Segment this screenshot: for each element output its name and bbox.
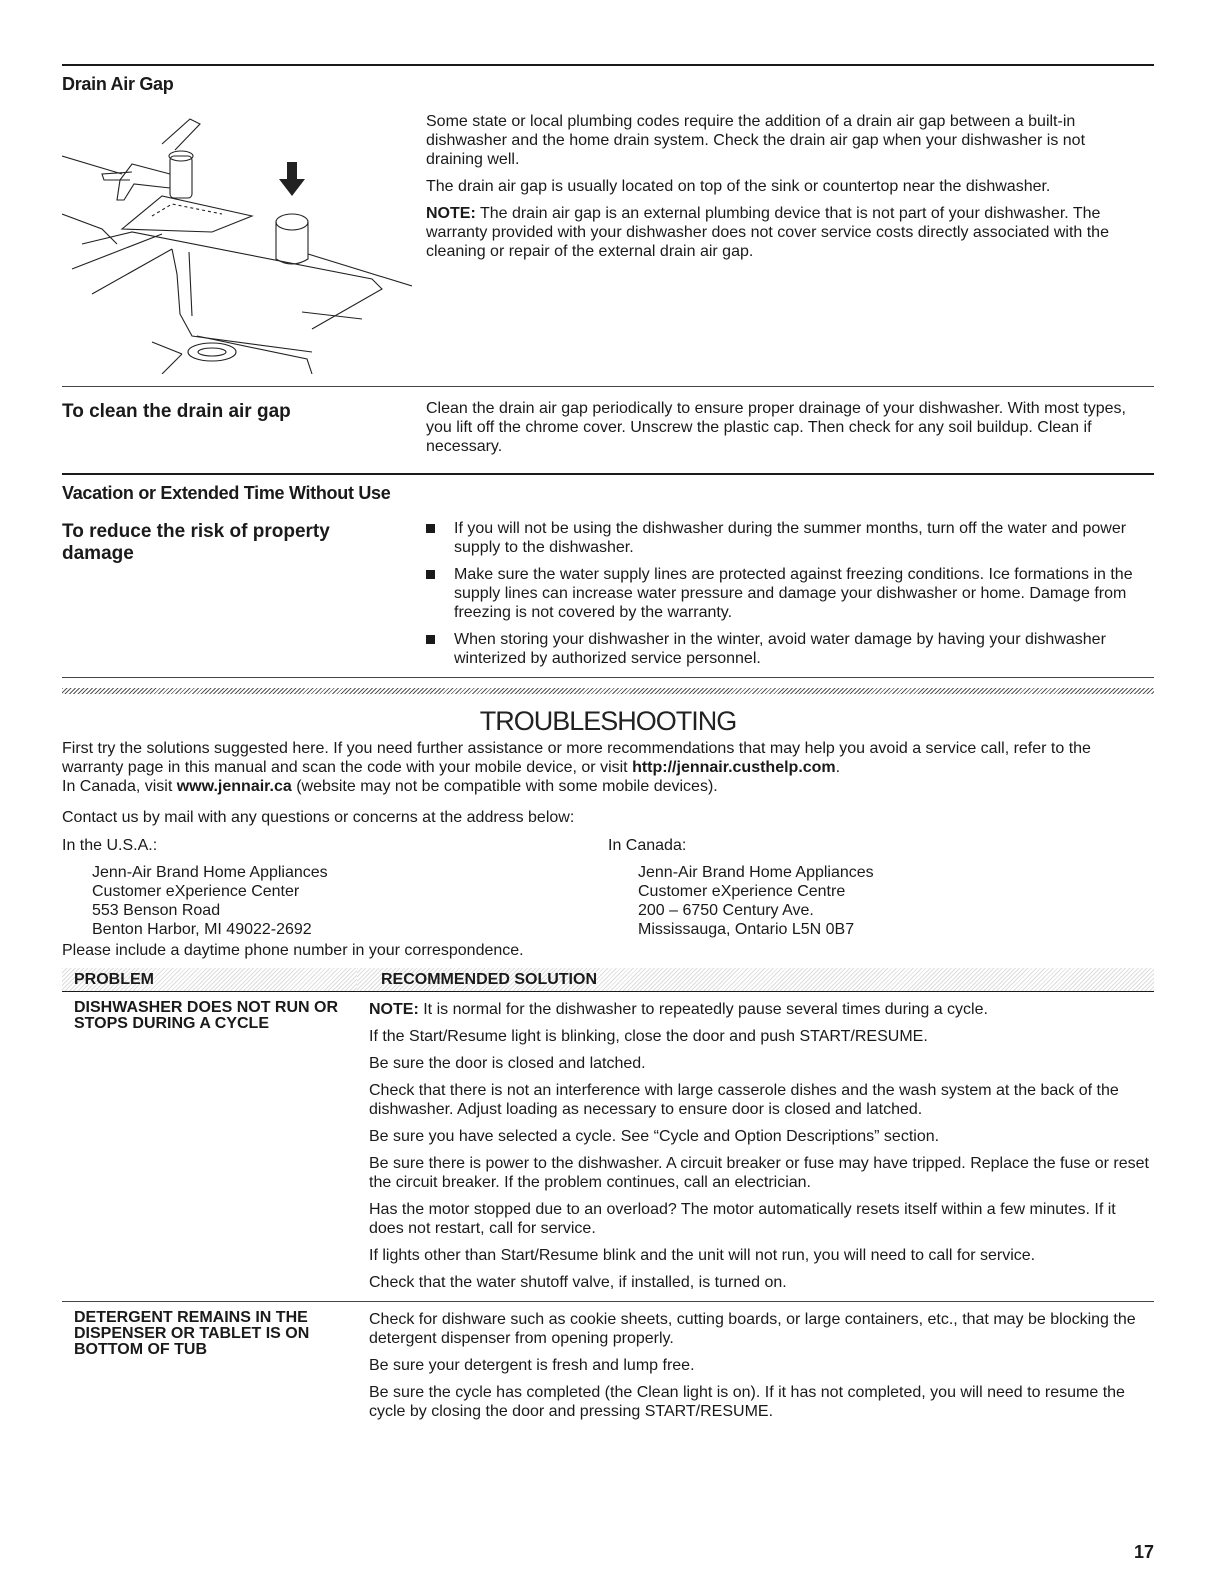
note-label: NOTE:	[426, 205, 476, 222]
page	[62, 64, 1154, 1430]
solution-cell	[357, 1302, 1154, 1431]
solution-item: Be sure the door is closed and latched.	[369, 1055, 646, 1072]
address-line: Customer eXperience Center	[92, 883, 300, 900]
vacation-rule	[62, 473, 1154, 475]
drain-air-gap-section	[62, 74, 1154, 386]
canada-address	[608, 837, 1154, 939]
solution-item: If lights other than Start/Resume blink and the unit will not run, you will need to call for service.	[369, 1247, 1036, 1264]
problem-cell: DISHWASHER DOES NOT RUN OR STOPS DURING A CYCLE	[74, 999, 339, 1032]
troubleshooting-title: TROUBLESHOOTING	[479, 706, 737, 736]
drain-note	[426, 204, 1146, 261]
vacation-bullet: If you will not be using the dishwasher during the summer months, turn off the water and power supply to the dishwasher.	[426, 519, 1146, 557]
header-solution: RECOMMENDED SOLUTION	[357, 968, 1154, 992]
solution-item: Be sure your detergent is fresh and lump free.	[369, 1357, 695, 1374]
address-line: 553 Benson Road	[92, 902, 221, 919]
note-text: It is normal for the dishwasher to repeatedly pause several times during a cycle.	[418, 1001, 988, 1018]
down-arrow-icon	[279, 162, 305, 196]
troubleshooting-table	[62, 968, 1154, 1430]
solution-cell	[357, 992, 1154, 1302]
canada-intro-suffix: (website may not be compatible with some mobile devices).	[291, 778, 718, 795]
drain-air-gap-title: Drain Air Gap	[62, 74, 174, 94]
vacation-list	[426, 519, 1146, 676]
clean-text: Clean the drain air gap periodically to ensure proper drainage of your dishwasher. With most types, you lift off the chrome cover. Unscrew the plastic cap. Then check for any soil buildup. Clean if necessary.	[426, 400, 1126, 455]
usa-address	[62, 837, 608, 939]
intro-text: First try the solutions suggested here. If you need further assistance or more recommendations that may help you avoid a service call, refer to the warranty page in this manual and scan the code with your mobile device, or visit	[62, 740, 1091, 776]
address-line: Jenn-Air Brand Home Appliances	[92, 864, 328, 881]
drain-paragraph-2: The drain air gap is usually located on top of the sink or countertop near the dishwasher.	[426, 178, 1051, 195]
clean-section	[62, 387, 1154, 473]
address-line: Jenn-Air Brand Home Appliances	[638, 864, 874, 881]
drain-air-gap-text	[426, 112, 1146, 269]
problem-cell: DETERGENT REMAINS IN THE DISPENSER OR TABLET IS ON BOTTOM OF TUB	[62, 1302, 357, 1431]
contact-text: Contact us by mail with any questions or concerns at the address below:	[62, 809, 575, 826]
solution-item: Has the motor stopped due to an overload? The motor automatically resets itself within a few minutes. If it does not restart, call for service.	[369, 1201, 1116, 1237]
vacation-bullet: Make sure the water supply lines are protected against freezing conditions. Ice formations in the supply lines can increase water pressure and damage your dishwasher or home. Damage from freezing is not covered by the warranty.	[426, 565, 1146, 622]
canada-label: In Canada:	[608, 837, 687, 854]
solution-item: Check that the water shutoff valve, if installed, is turned on.	[369, 1274, 787, 1291]
address-block	[62, 837, 1154, 939]
solution-item: Be sure there is power to the dishwasher. A circuit breaker or fuse may have tripped. Replace the fuse or reset the circuit breaker. If the problem continues, call an electrician.	[369, 1155, 1149, 1191]
troubleshooting-intro	[62, 739, 1154, 796]
drain-paragraph-1: Some state or local plumbing codes require the addition of a drain air gap between a built-in dishwasher and the home drain system. Check the drain air gap when your dishwasher is not draining well.	[426, 113, 1086, 168]
sink-air-gap-illustration	[62, 104, 412, 374]
custhelp-link[interactable]: http://jennair.custhelp.com	[632, 759, 836, 776]
phone-note: Please include a daytime phone number in your correspondence.	[62, 942, 524, 959]
solution-item: Be sure the cycle has completed (the Clean light is on). If it has not completed, you will need to resume the cycle by closing the door and pressing START/RESUME.	[369, 1384, 1125, 1420]
jennair-ca-link[interactable]: www.jennair.ca	[176, 778, 292, 795]
note-label: NOTE:	[369, 1001, 419, 1018]
section-divider	[62, 688, 1154, 694]
address-line: Customer eXperience Centre	[638, 883, 846, 900]
solution-item: Be sure you have selected a cycle. See “Cycle and Option Descriptions” section.	[369, 1128, 940, 1145]
solution-item: If the Start/Resume light is blinking, close the door and push START/RESUME.	[369, 1028, 928, 1045]
note-text: The drain air gap is an external plumbing device that is not part of your dishwasher. The warranty provided with your dishwasher does not cover service costs directly associated with the cleaning or repair of the external drain air gap.	[426, 205, 1109, 260]
address-line: 200 – 6750 Century Ave.	[638, 902, 814, 919]
vacation-title: Vacation or Extended Time Without Use	[62, 483, 391, 503]
page-number: 17	[1133, 1542, 1154, 1562]
intro-period: .	[835, 759, 841, 776]
top-rule	[62, 64, 1154, 66]
vacation-bottom-rule	[62, 677, 1154, 678]
vacation-section	[62, 483, 1154, 677]
vacation-label: To reduce the risk of property damage	[62, 521, 330, 564]
solution-note	[369, 1000, 1153, 1019]
clean-label: To clean the drain air gap	[62, 401, 291, 422]
vacation-bullet: When storing your dishwasher in the winter, avoid water damage by having your dishwasher winterized by authorized service personnel.	[426, 630, 1146, 668]
solution-item: Check that there is not an interference with large casserole dishes and the wash system at the back of the dishwasher. Adjust loading as necessary to ensure door is closed and latched.	[369, 1082, 1119, 1118]
header-problem: PROBLEM	[62, 968, 357, 992]
solution-item: Check for dishware such as cookie sheets, cutting boards, or large containers, etc., that may be blocking the detergent dispenser from opening properly.	[369, 1311, 1136, 1347]
address-line: Mississauga, Ontario L5N 0B7	[638, 921, 855, 938]
table-row	[62, 1302, 1154, 1431]
table-row	[62, 992, 1154, 1302]
usa-label: In the U.S.A.:	[62, 837, 158, 854]
address-line: Benton Harbor, MI 49022-2692	[92, 921, 312, 938]
canada-intro-text: In Canada, visit	[62, 778, 177, 795]
